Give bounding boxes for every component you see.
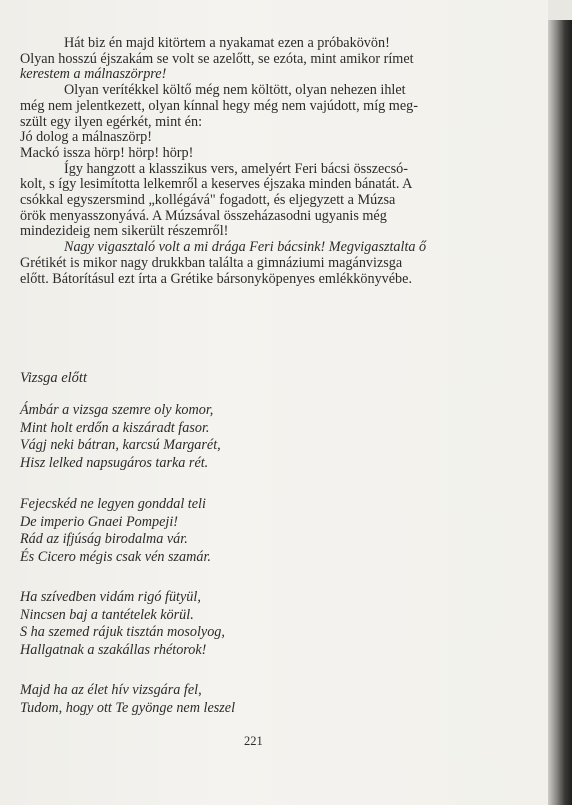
text-line: Olyan hosszú éjszakám se volt se azelőtt, se ezóta, mint amikor rímet — [20, 50, 414, 67]
text-line: örök menyasszonyává. A Múzsával összeházasodni ugyanis még — [20, 207, 387, 224]
poem-line: Hallgatnak a szakállas rhétorok! — [20, 641, 207, 658]
text-line: előtt. Bátorításul ezt írta a Grétike bársonyköpenyes emlékkönyvébe. — [20, 270, 412, 287]
poem-line: Ámbár a vizsga szemre oly komor, — [20, 402, 214, 418]
poem-line: Ha szívedben vidám rigó fütyül, — [20, 589, 201, 605]
text-line: mindezideig nem sikerült részemről! — [20, 223, 229, 240]
poem-line: Majd ha az élet hív vizsgára fel, — [20, 682, 202, 698]
text-line: Hát biz én majd kitörtem a nyakamat ezen a próbakövön! — [64, 35, 390, 51]
paragraph-1 — [20, 36, 500, 83]
text-line: Olyan verítékkel költő még nem költött, olyan nehezen ihlet — [64, 82, 406, 99]
text-line: csókkal egyszersmind „kollégává" fogadott, és eljegyzett a Múzsa — [20, 192, 396, 209]
poem-line: Vágj neki bátran, karcsú Margarét, — [20, 437, 221, 454]
poem-line: Rád az ifjúság birodalma vár. — [20, 531, 188, 548]
poem-line: Tudom, hogy ott Te gyönge nem leszel — [20, 699, 236, 716]
page-number: 221 — [244, 734, 263, 748]
text-line: még nem jelentkezett, olyan kínnal hegy még nem vajúdott, míg meg- — [20, 97, 418, 114]
text-line: Grétikét is mikor nagy drukkban találta a gimnáziumi magánvizsga — [20, 254, 403, 271]
poem-line: De imperio Gnaei Pompeji! — [20, 513, 178, 530]
poem-line: És Cicero mégis csak vén szamár. — [20, 548, 211, 565]
poem-title: Vizsga előtt — [20, 370, 87, 386]
text-line: kerestem a málnaszörpre! — [20, 66, 167, 83]
poem-stanza-3 — [20, 589, 225, 659]
paragraph-2 — [20, 83, 500, 162]
text-line: kolt, s így lesimította lelkemről a keserves éjszaka minden bánatát. A — [20, 176, 413, 193]
poem-line: Nincsen baj a tantételek körül. — [20, 606, 194, 623]
paragraph-4 — [20, 240, 500, 287]
poem-stanza-4 — [20, 682, 235, 717]
poem-stanza-2 — [20, 496, 211, 566]
paragraph-3 — [20, 162, 500, 241]
prose-body — [20, 36, 500, 287]
poem-line: Mint holt erdőn a kiszáradt fasor. — [20, 419, 210, 436]
text-line: Nagy vigasztaló volt a mi drága Feri bácsink! Megvigasztalta ő — [64, 239, 427, 256]
page-corner — [548, 0, 572, 20]
book-spine-shadow — [548, 0, 572, 805]
text-line: Így hangzott a klasszikus vers, amelyért Feri bácsi összecsó- — [64, 160, 408, 177]
text-line: szült egy ilyen egérkét, mint én: — [20, 113, 203, 130]
verse-line: Mackó issza hörp! hörp! hörp! — [20, 144, 194, 161]
verse-line: Jó dolog a málnaszörp! — [20, 129, 152, 146]
poem-line: Fejecskéd ne legyen gonddal teli — [20, 496, 206, 512]
poem-stanza-1 — [20, 402, 221, 472]
poem-line: Hisz lelked napsugáros tarka rét. — [20, 454, 209, 471]
poem-line: S ha szemed rájuk tisztán mosolyog, — [20, 624, 225, 641]
